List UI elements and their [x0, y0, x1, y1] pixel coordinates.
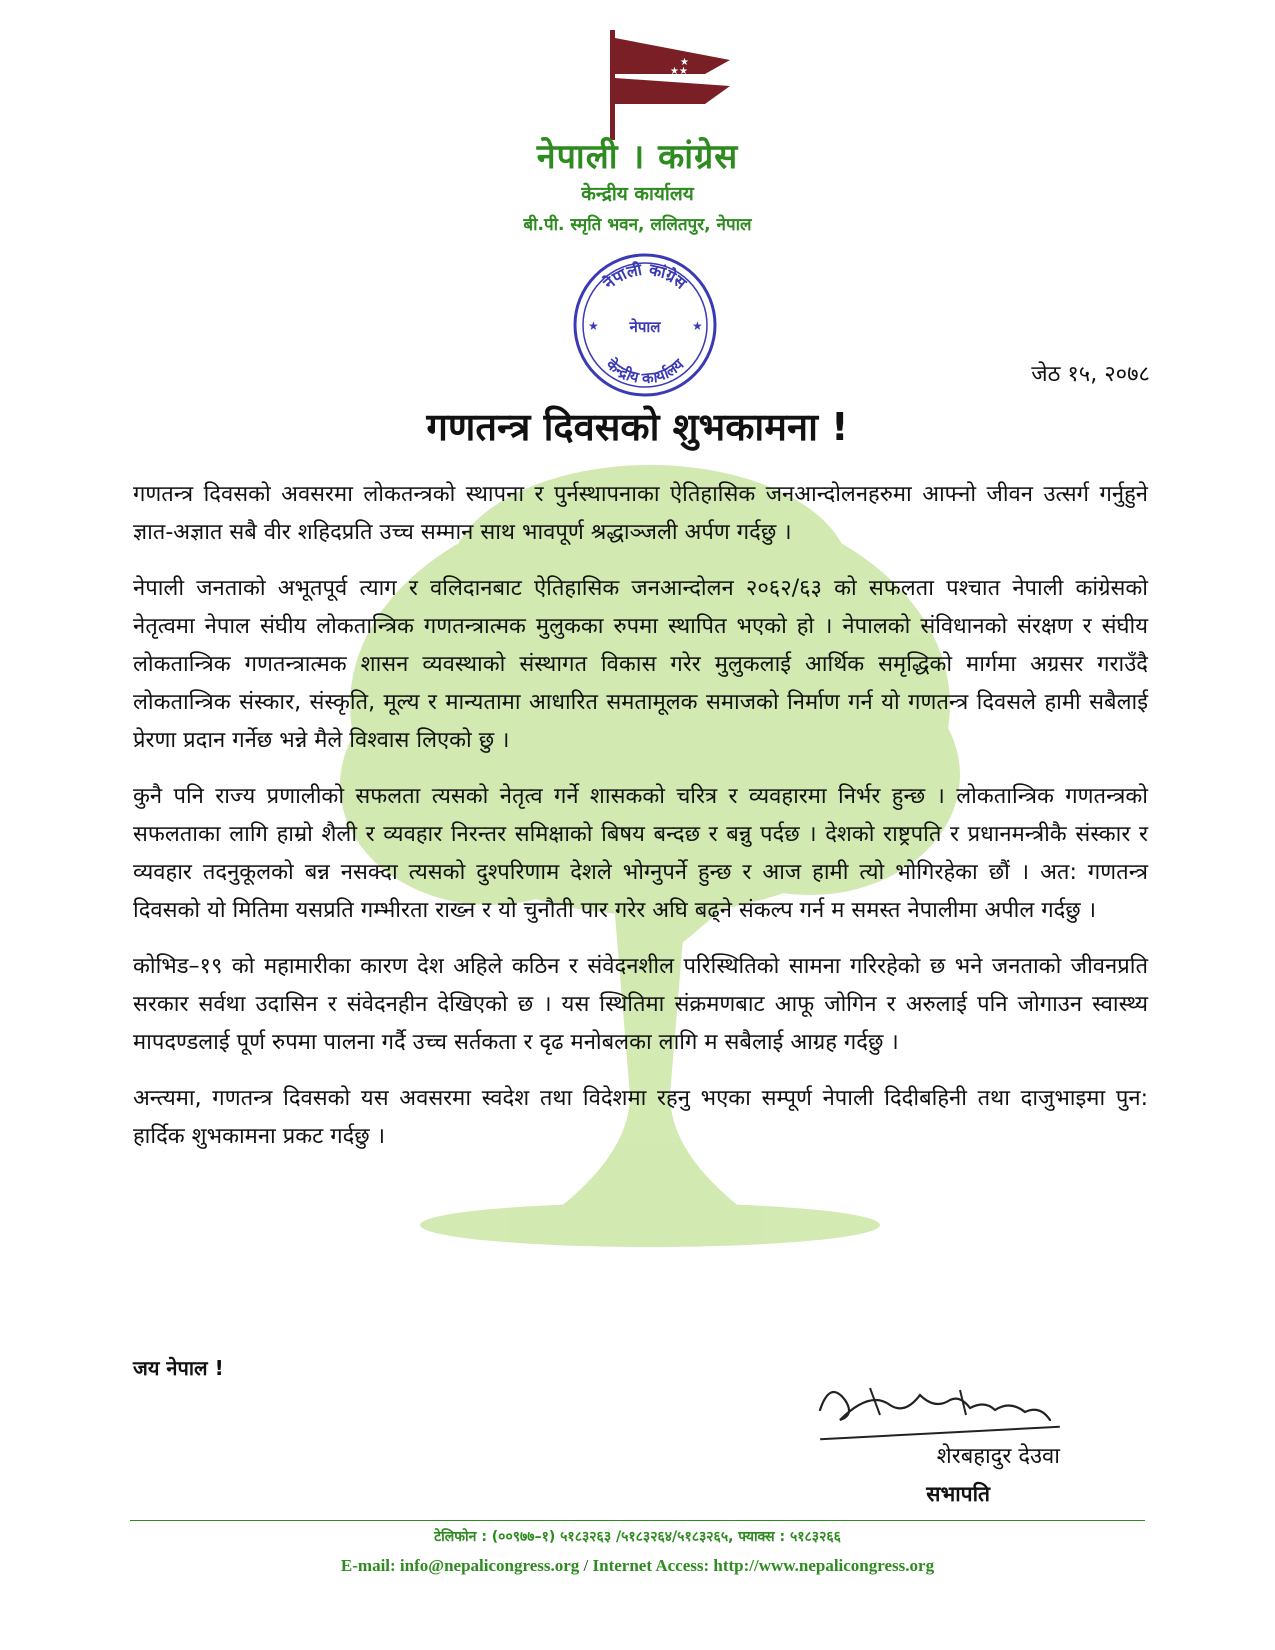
svg-text:★: ★: [692, 319, 703, 333]
signer-role: सभापति: [926, 1482, 990, 1506]
seal-text-center: नेपाल: [629, 318, 661, 336]
svg-text:★: ★: [588, 319, 599, 333]
paragraph: नेपाली जनताको अभूतपूर्व त्याग र वलिदानबाट ऐतिहासिक जनआन्दोलन २०६२/६३ को सफलता पश्चात नेपाली कांग्रेसको नेतृत्वमा नेपाल संघीय लोकतान्त्रिक गणतन्त्रात्मक मुलुकका रुपमा स्थापित भएको हो । नेपालको संविधानको संरक्षण र संघीय लोकतान्त्रिक गणतन्त्रात्मक शासन व्यवस्थाको संस्थागत विकास गरेर मुलुकलाई आर्थिक समृद्धिको मार्गमा अग्रसर गराउँदै लोकतान्त्रिक संस्कार, संस्कृति, मूल्य र मान्यतामा आधारित समतामूलक समाजको निर्माण गर्न यो गणतन्त्र दिवसले हामी सबैलाई प्रेरणा प्रदान गर्नेछ भन्ने मैले विश्वास लिएको छु ।: [133, 576, 1148, 753]
handwritten-signature-icon: [810, 1370, 1070, 1440]
paragraph: गणतन्त्र दिवसको अवसरमा लोकतन्त्रको स्थापना र पुर्नस्थापनाका ऐतिहासिक जनआन्दोलनहरुमा आफ्नो जीवन उत्सर्ग गर्नुहुने ज्ञात-अज्ञात सबै वीर शहिदप्रति उच्च सम्मान साथ भावपूर्ण श्रद्धाञ्जली अर्पण गर्दछु ।: [133, 482, 1148, 545]
svg-text:★★: ★★: [670, 66, 688, 77]
office-name: केन्द्रीय कार्यालय: [581, 183, 694, 205]
letter-date: जेठ १५, २०७८: [1031, 362, 1150, 387]
footer-phone: टेलिफोन : (००९७७–१) ५१८३२६३ /५१८३२६४/५१८३२६५, फ्याक्स : ५१८३२६६: [434, 1529, 841, 1545]
svg-text:★: ★: [680, 57, 689, 68]
footer-email[interactable]: E-mail: info@nepalicongress.org: [340, 1556, 580, 1575]
paragraph: कुनै पनि राज्य प्रणालीको सफलता त्यसको नेतृत्व गर्ने शासकको चरित्र र व्यवहारमा निर्भर हुन्छ । लोकतान्त्रिक गणतन्त्रको सफलताका लागि हाम्रो शैली र व्यवहार निरन्तर समिक्षाको बिषय बन्दछ र बन्नु पर्दछ । देशको राष्ट्रपति र प्रधानमन्त्रीकै संस्कार र व्यवहार तदनुकूलको बन्न नसक्दा त्यसको दुश्परिणाम देशले भोग्नुपर्ने हुन्छ र आज हामी त्यो भोगिरहेका छौं । अत: गणतन्त्र दिवसको यो मितिमा यसप्रति गम्भीरता राख्न र यो चुनौती पार गरेर अघि बढ्ने संकल्प गर्न म समस्त नेपालीमा अपील गर्दछु ।: [133, 784, 1148, 923]
footer-website[interactable]: Internet Access: http://www.nepalicongress.org: [592, 1556, 935, 1575]
footer-divider: [130, 1520, 1145, 1521]
footer-separator: /: [583, 1556, 589, 1575]
svg-text:केन्द्रीय कार्यालय: [602, 354, 688, 387]
paragraph: कोभिड–१९ को महामारीका कारण देश अहिले कठिन र संवेदनशील परिस्थितिको सामना गरिरहेको छ भने जनताको जीवनप्रति सरकार सर्वथा उदासिन र संवेदनहीन देखिएको छ । यस स्थितिमा संक्रमणबाट आफू जोगिन र अरुलाई पनि जोगाउन स्वास्थ्य मापदण्डलाई पूर्ण रुपमा पालना गर्दै उच्च सर्तकता र दृढ मनोबलका लागि म सबैलाई आग्रह गर्दछु ।: [133, 954, 1148, 1055]
office-address: बी.पी. स्मृति भवन, ललितपुर, नेपाल: [523, 215, 752, 235]
svg-text:नेपाली कांग्रेस: [599, 260, 691, 294]
footer-contact: [0, 1556, 1275, 1576]
letter-body: [133, 476, 1148, 1174]
org-name: नेपाली । कांग्रेस: [536, 137, 739, 177]
official-seal-icon: [570, 250, 720, 400]
seal-text-bottom: केन्द्रीय कार्यालय: [602, 355, 688, 388]
letter-title: गणतन्त्र दिवसको शुभकामना !: [426, 405, 849, 449]
seal-text-top: नेपाली कांग्रेस: [599, 259, 691, 293]
signer-name: शेरबहादुर देउवा: [936, 1444, 1060, 1469]
closing-salutation: जय नेपाल !: [133, 1356, 224, 1380]
paragraph: अन्त्यमा, गणतन्त्र दिवसको यस अवसरमा स्वदेश तथा विदेशमा रहनु भएका सम्पूर्ण नेपाली दिदीबहिनी तथा दाजुभाइमा पुन: हार्दिक शुभकामना प्रकट गर्दछु ।: [133, 1086, 1148, 1149]
party-flag-icon: [610, 30, 740, 140]
